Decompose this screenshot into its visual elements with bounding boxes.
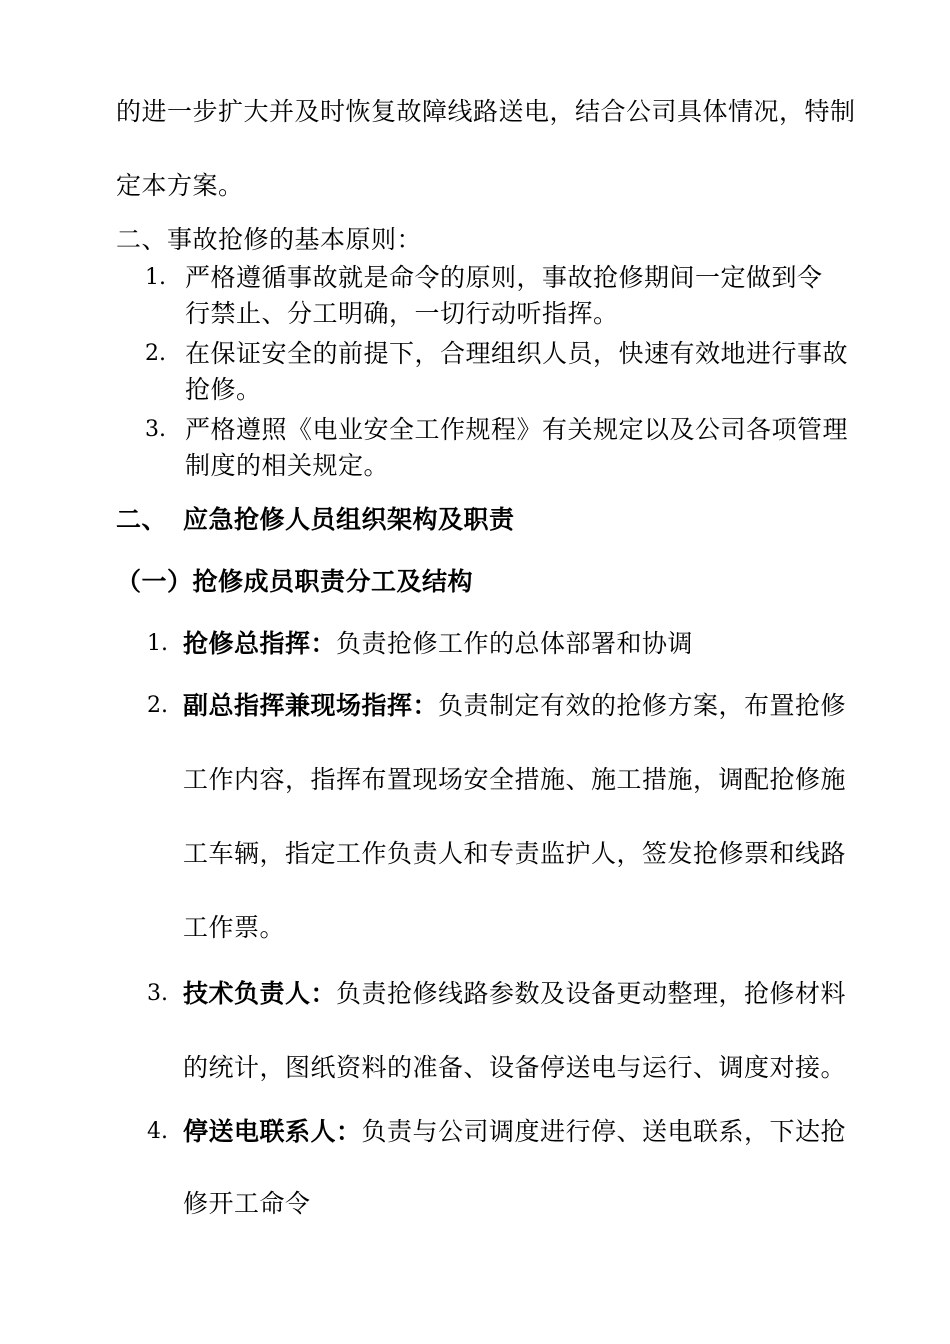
org-heading: 应急抢修人员组织架构及职责: [183, 505, 515, 534]
principles-heading: 二、事故抢修的基本原则：: [116, 225, 423, 254]
org-heading-number: 二、: [116, 505, 168, 534]
role-title: 停送电联系人：: [183, 1117, 362, 1146]
role-4-line-1: [183, 1116, 846, 1148]
org-subheading: （一）抢修成员职责分工及结构: [116, 567, 474, 596]
role-2-line-3: 工车辆，指定工作负责人和专责监护人，签发抢修票和线路: [183, 839, 847, 868]
role-desc: 负责与公司调度进行停、送电联系，下达抢: [361, 1117, 847, 1146]
role-2-line-4: 工作票。: [183, 913, 286, 942]
principle-number: 3.: [145, 417, 166, 442]
principle-2-line-2: 抢修。: [185, 375, 262, 404]
role-title: 抢修总指挥：: [183, 629, 337, 658]
principle-1-line-1: 严格遵循事故就是命令的原则，事故抢修期间一定做到令: [185, 263, 823, 292]
role-number: 3.: [147, 981, 168, 1006]
role-desc: 负责抢修工作的总体部署和协调: [336, 629, 694, 658]
role-desc: 负责制定有效的抢修方案，布置抢修: [438, 691, 847, 720]
role-2-line-1: [183, 690, 846, 722]
role-number: 2.: [147, 693, 168, 718]
principle-3-line-1: 严格遵照《电业安全工作规程》有关规定以及公司各项管理: [185, 415, 849, 444]
role-title: 副总指挥兼现场指挥：: [183, 691, 439, 720]
role-1-line-1: [183, 628, 693, 660]
principle-1-line-2: 行禁止、分工明确，一切行动听指挥。: [185, 299, 619, 328]
role-number: 1.: [147, 631, 168, 656]
role-number: 4.: [147, 1119, 168, 1144]
role-3-line-1: [183, 978, 846, 1010]
role-4-line-2: 修开工命令: [183, 1189, 311, 1218]
intro-line-2: 定本方案。: [116, 171, 244, 200]
role-title: 技术负责人：: [183, 979, 337, 1008]
role-3-line-2: 的统计，图纸资料的准备、设备停送电与运行、调度对接。: [183, 1053, 847, 1082]
role-2-line-2: 工作内容，指挥布置现场安全措施、施工措施，调配抢修施: [183, 765, 847, 794]
principle-number: 1.: [145, 265, 166, 290]
principle-2-line-1: 在保证安全的前提下，合理组织人员，快速有效地进行事故: [185, 339, 849, 368]
principle-3-line-2: 制度的相关规定。: [185, 451, 390, 480]
principle-number: 2.: [145, 341, 166, 366]
role-desc: 负责抢修线路参数及设备更动整理，抢修材料: [336, 979, 847, 1008]
intro-line-1: 的进一步扩大并及时恢复故障线路送电，结合公司具体情况，特制: [116, 97, 856, 126]
